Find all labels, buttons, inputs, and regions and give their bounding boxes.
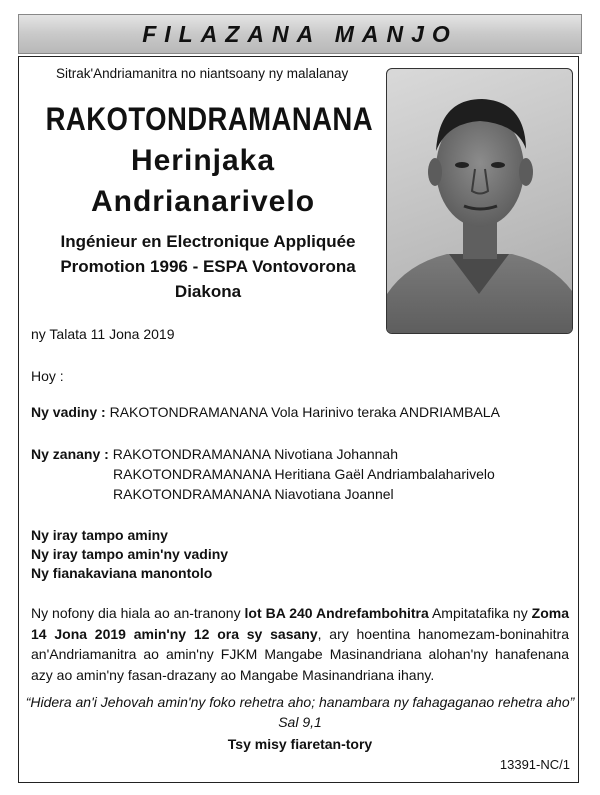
zanany-label: Ny zanany :	[31, 446, 109, 462]
vadiny-line	[31, 404, 500, 420]
deceased-role: Diakona	[174, 282, 242, 301]
portrait-figure	[387, 69, 572, 333]
reference-code: 13391-NC/1	[499, 757, 570, 772]
deceased-profession: Ingénieur en Electronique Appliquée	[60, 232, 356, 251]
vadiny-value: RAKOTONDRAMANANA Vola Harinivo teraka ANDRIAMBALA	[105, 404, 500, 420]
zanany-item: RAKOTONDRAMANANA Nivotiana Johannah	[112, 446, 399, 462]
closing-line: Tsy misy fiaretan-tory	[227, 736, 373, 752]
header-banner	[18, 14, 582, 54]
zanany-item: RAKOTONDRAMANANA Niavotiana Joannel	[113, 486, 394, 502]
paragraph-address: lot BA 240 Andrefambohitra	[244, 605, 429, 621]
funeral-paragraph	[31, 603, 569, 685]
family-line: Ny fianakaviana manontolo	[31, 565, 213, 581]
deceased-surname: RAKOTONDRAMANANA	[45, 101, 374, 137]
portrait-photo	[386, 68, 573, 334]
zanany-label-line	[31, 446, 398, 462]
scripture-reference: Sal 9,1	[278, 714, 322, 730]
paragraph-text: , ary hoentina hanomezam-boninahitra an'Andriamanitra ao amin'ny FJKM Mangabe Masinandriana alohan'ny hanafenana azy ao amin'ny fasan-drazany ao Mangabe Masinandriana ihany.	[31, 625, 569, 683]
deceased-promotion: Promotion 1996 - ESPA Vontovorona	[60, 257, 356, 276]
deceased-first-name: Herinjaka	[130, 144, 276, 177]
family-line: Ny iray tampo amin'ny vadiny	[31, 546, 229, 562]
scripture-quote: “Hidera an'i Jehovah amin'ny foko rehetra aho; hanambara ny fahagaganao rehetra aho”	[25, 694, 575, 710]
subtitle: Sitrak'Andriamanitra no niantsoany ny malalanay	[56, 66, 349, 81]
zanany-item: RAKOTONDRAMANANA Heritiana Gaël Andriambalaharivelo	[113, 466, 495, 482]
paragraph-text: Ampitatafika ny	[428, 605, 532, 621]
paragraph-text: Ny nofony dia hiala ao an-tranony	[31, 605, 245, 621]
vadiny-label: Ny vadiny :	[31, 404, 106, 420]
paragraph-date: Zoma 14 Jona 2019 amin'ny 12 ora sy sasany	[31, 605, 570, 642]
date-line: ny Talata 11 Jona 2019	[31, 326, 175, 342]
hoy-label: Hoy :	[31, 368, 64, 384]
header-title: FILAZANA MANJO	[142, 20, 458, 47]
deceased-middle-name: Andrianarivelo	[90, 185, 316, 218]
family-line: Ny iray tampo aminy	[31, 527, 168, 543]
